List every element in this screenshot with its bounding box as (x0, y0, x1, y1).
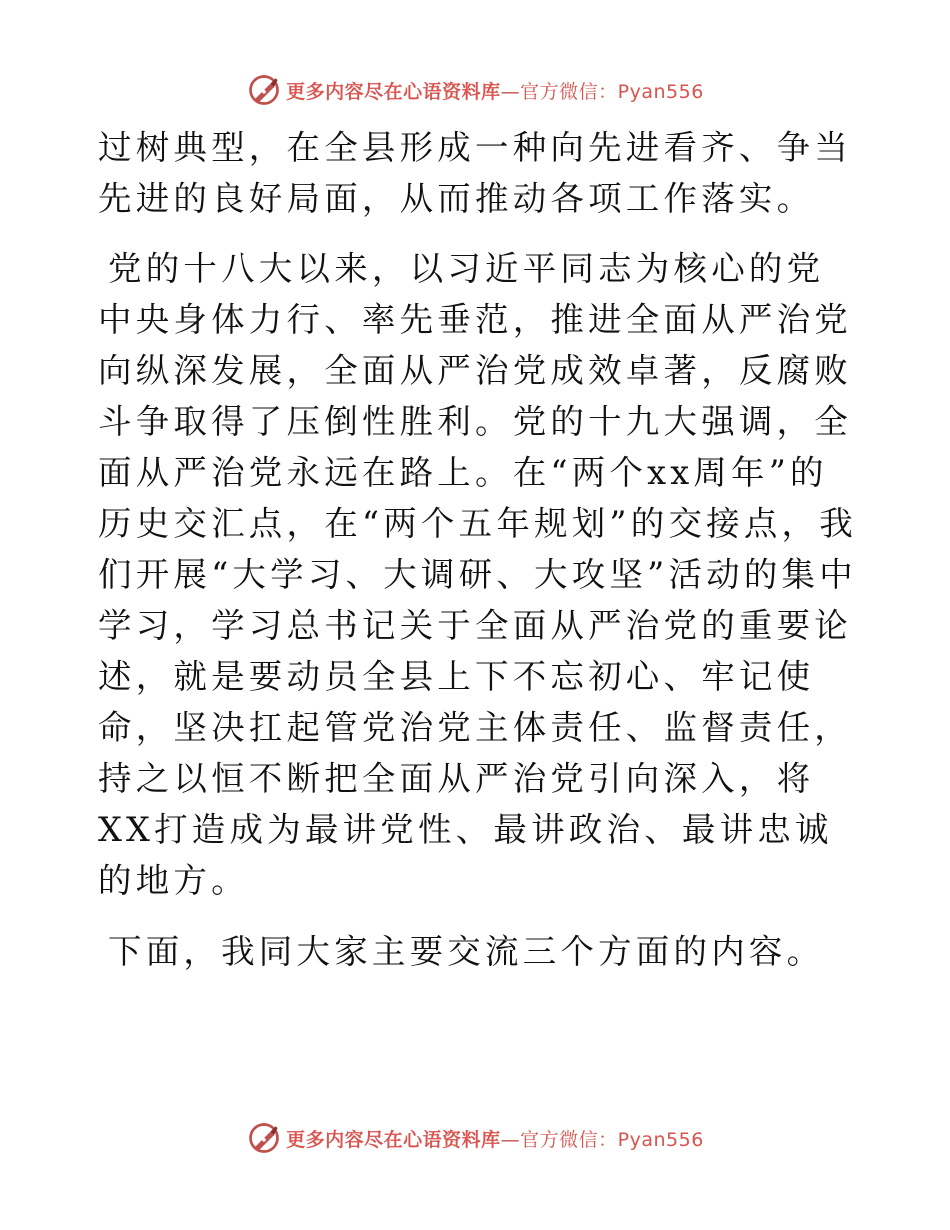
banner-main-text: 更多内容尽在心语资料库 (286, 1128, 501, 1151)
banner-text (286, 1125, 704, 1152)
paragraph-2: 党的十八大以来，以习近平同志为核心的党中央身体力行、率先垂范，推进全面从严治党向纵深发展，全面从严治党成效卓著，反腐败斗争取得了压倒性胜利。党的十九大强调，全面从严治党永远在路上。在“两个xx周年”的历史交汇点，在“两个五年规划”的交接点，我们开展“大学习、大调研、大攻坚”活动的集中学习，学习总书记关于全面从严治党的重要论述，就是要动员全县上下不忘初心、牢记使命，坚决扛起管党治党主体责任、监督责任，持之以恒不断把全面从严治党引向深入，将XX打造成为最讲党性、最讲政治、最讲忠诚的地方。 (98, 249, 857, 900)
banner-text (286, 77, 704, 104)
banner-main-text: 更多内容尽在心语资料库 (286, 80, 501, 103)
footer-banner (0, 1118, 950, 1158)
paragraph-3: 下面，我同大家主要交流三个方面的内容。 (108, 932, 825, 971)
banner-dash: — (500, 80, 521, 103)
header-banner (0, 70, 950, 110)
banner-dash: — (500, 1128, 521, 1151)
paragraph-1: 过树典型，在全县形成一种向先进看齐、争当先进的良好局面，从而推动各项工作落实。 (98, 128, 852, 218)
pen-nib-logo-icon (246, 72, 282, 108)
document-body (98, 122, 858, 977)
pen-nib-logo-icon (246, 1120, 282, 1156)
banner-wechat-text: 官方微信：Pyan556 (520, 80, 704, 103)
banner-wechat-text: 官方微信：Pyan556 (520, 1128, 704, 1151)
